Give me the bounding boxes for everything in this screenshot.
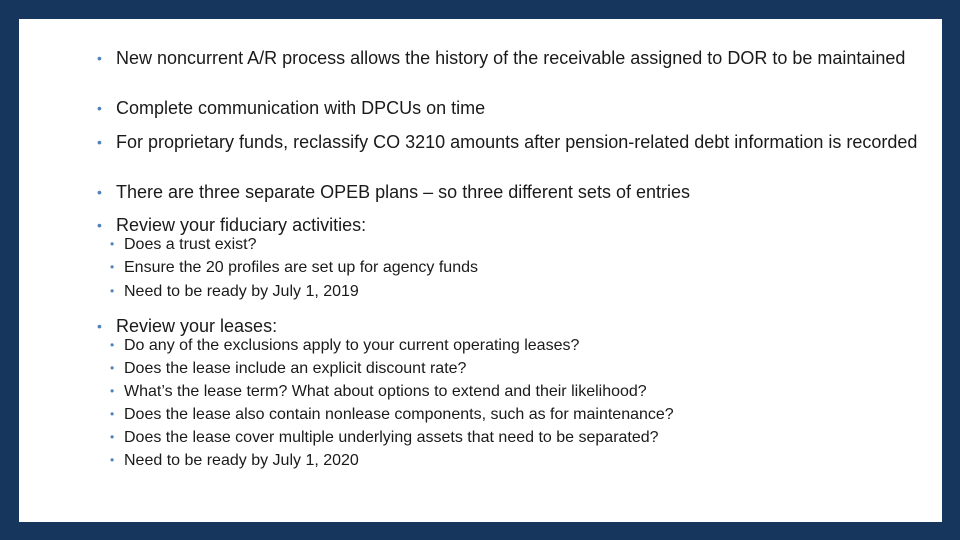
bullet-dot-icon: •: [110, 260, 115, 274]
bullet-item: [97, 184, 936, 201]
bullet-item: [97, 50, 936, 67]
bullet-dot-icon: •: [97, 217, 102, 233]
bullet-dot-icon: •: [97, 134, 102, 150]
bullet-dot-icon: •: [110, 430, 115, 444]
bullet-dot-icon: •: [97, 50, 102, 66]
sub-bullet-text: Does the lease also contain nonlease components, such as for maintenance?: [124, 406, 674, 423]
sub-bullet-item: [110, 337, 844, 354]
sub-bullet-item: [110, 429, 844, 446]
sub-bullet-text: Does a trust exist?: [124, 236, 257, 253]
bullet-dot-icon: •: [97, 100, 102, 116]
sub-bullet-item: [110, 236, 844, 253]
bullet-text: Review your leases:: [116, 316, 278, 336]
bullet-dot-icon: •: [110, 338, 115, 352]
sub-bullet-text: Do any of the exclusions apply to your current operating leases?: [124, 337, 580, 354]
bullet-text: For proprietary funds, reclassify CO 3210 amounts after pension-related debt information is recorded: [116, 132, 918, 152]
bullet-text: Complete communication with DPCUs on time: [116, 98, 486, 118]
bullet-item: [97, 318, 936, 335]
sub-bullet-text: Need to be ready by July 1, 2019: [124, 283, 359, 300]
bullet-dot-icon: •: [110, 284, 115, 298]
bullet-dot-icon: •: [110, 361, 115, 375]
sub-bullet-item: [110, 383, 844, 400]
bullet-dot-icon: •: [110, 237, 115, 251]
bullet-dot-icon: •: [97, 318, 102, 334]
bullet-dot-icon: •: [97, 184, 102, 200]
sub-bullet-item: [110, 452, 844, 469]
bullet-dot-icon: •: [110, 384, 115, 398]
sub-bullet-item: [110, 360, 844, 377]
bullet-item: [97, 217, 936, 234]
sub-bullet-text: What’s the lease term? What about options to extend and their likelihood?: [124, 383, 647, 400]
bullet-dot-icon: •: [110, 407, 115, 421]
bullet-text: There are three separate OPEB plans – so three different sets of entries: [116, 182, 690, 202]
bullet-text: New noncurrent A/R process allows the history of the receivable assigned to DOR to be maintained: [116, 48, 906, 68]
sub-bullet-text: Need to be ready by July 1, 2020: [124, 452, 359, 469]
sub-bullet-item: [110, 283, 844, 300]
sub-bullet-text: Does the lease cover multiple underlying assets that need to be separated?: [124, 429, 659, 446]
bullet-item: [97, 100, 936, 117]
sub-bullet-item: [110, 259, 844, 276]
bullet-item: [97, 134, 936, 151]
sub-bullet-item: [110, 406, 844, 423]
sub-bullet-text: Does the lease include an explicit discount rate?: [124, 360, 467, 377]
sub-bullet-text: Ensure the 20 profiles are set up for agency funds: [124, 259, 478, 276]
bullet-text: Review your fiduciary activities:: [116, 215, 367, 235]
bullet-dot-icon: •: [110, 453, 115, 467]
